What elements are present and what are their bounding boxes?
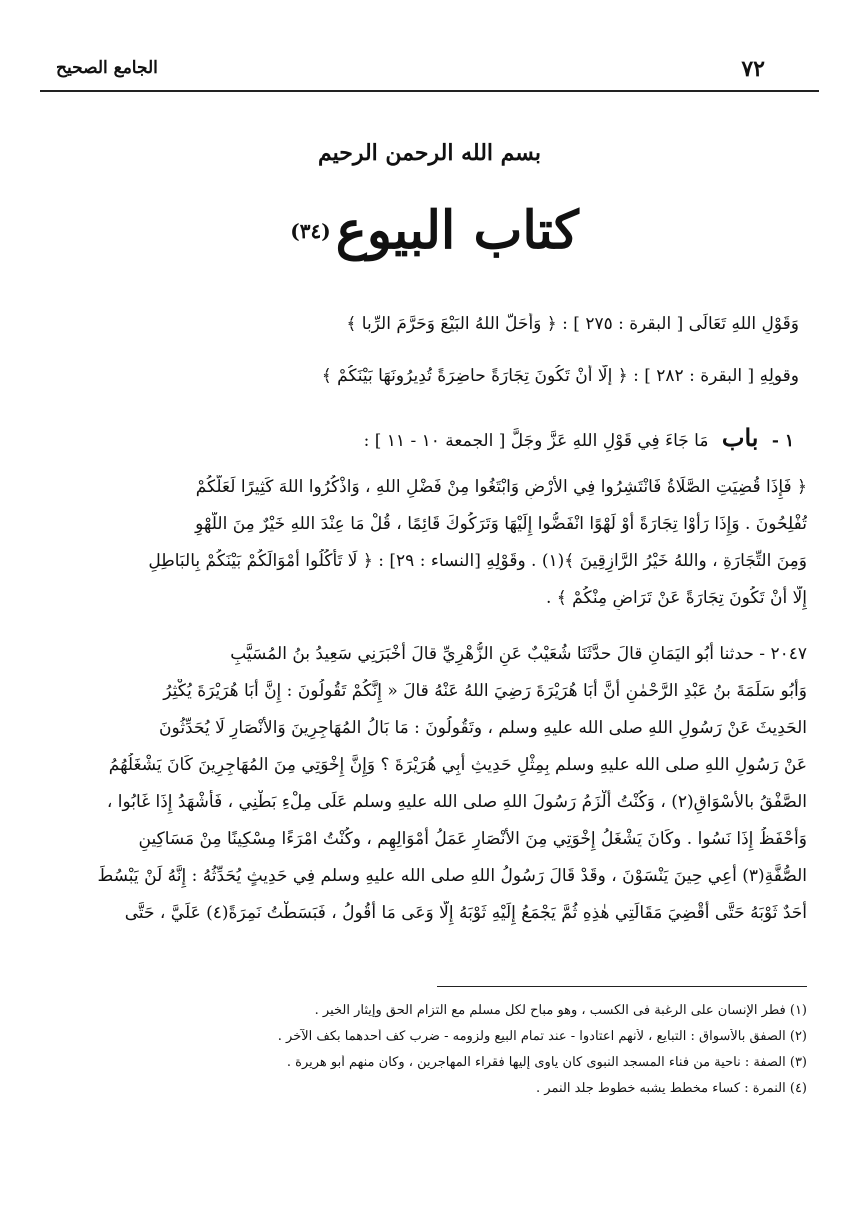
header-rule <box>40 90 819 92</box>
hadith-line: الصَّفْقُ بالأَسْوَاقِ(٢) ، وَكُنْتُ أَلْزَمُ رَسُولَ اللهِ صلى الله عليهِ وسلم عَلَى مِلْءِ بَطْنِي ، فَأَشْهَدُ إِذَا غَابُوا ، <box>106 792 807 812</box>
intro-verse-line: وقولِهِ [ البقرة : ٢٨٢ ] : ﴿ إِلَّا أَنْ تَكُونَ تِجَارَةً حاضِرَةً تُدِيرُونَهَا بَيْنَكُمْ ﴾ <box>321 366 799 386</box>
footnote: (١) فطر الإنسان على الرغبة فى الكسب ، وهو مباح لكل مسلم مع التزام الحق وإيثار الخير . <box>314 1003 807 1018</box>
footnote: (٣) الصفة : ناحية من فناء المسجد النبوى كان يأوى إليها فقراء المهاجرين ، وكان منهم أبو هريرة . <box>286 1055 807 1070</box>
basmala: بسم الله الرحمن الرحيم <box>317 140 542 166</box>
verse-paragraph-line: وَمِنَ التِّجَارَةِ ، واللهُ خَيْرُ الرَّازِقِينَ ﴾(١) . وقَوْلِهِ [النساء : ٢٩] : ﴿ لَا تَأْكُلُوا أَمْوَالَكُمْ بَيْنَكُمْ بِالبَاطِلِ <box>148 551 807 571</box>
footnote-rule <box>437 986 807 987</box>
chapter-number: ١ - <box>771 431 794 451</box>
footnote: (٤) النمرة : كساء مخطط يشبه خطوط جلد النمر . <box>536 1081 807 1096</box>
chapter-bab-word: باب <box>721 423 759 452</box>
hadith-line: وَأَحْفَظُ إِذَا نَسُوا . وكَانَ يَشْغَلُ إِخْوَتِي مِنَ الأَنْصَارِ عَمَلُ أَمْوَالِهِم ، وكُنْتُ امْرَءًا مِسْكِينًا مِنْ مَسَاكِينِ <box>138 829 807 849</box>
running-title: الجامع الصحيح <box>56 58 158 78</box>
book-number: (٣٤) <box>290 218 331 243</box>
page-number: ٧٢ <box>741 56 765 82</box>
hadith-line: وَأَبُو سَلَمَةَ بنُ عَبْدِ الرَّحْمٰنِ أَنَّ أَبَا هُرَيْرَةَ رَضِيَ اللهُ عَنْهُ قالَ « إِنَّكُمْ تَقُولُونَ : إِنَّ أَبَا هُرَيْرَةَ يُكْثِرُ <box>163 681 807 701</box>
hadith-line: ٢٠٤٧ - حدثنا أَبُو اليَمَانِ قالَ حدَّثَنَا شُعَيْبٌ عَنِ الزُّهْرِيِّ قالَ أَخْبَرَنِي سَعِيدُ بنُ المُسَيَّبِ <box>230 644 807 664</box>
chapter-heading <box>60 423 794 452</box>
verse-paragraph-line: ﴿ فَإِذَا قُضِيَتِ الصَّلَاةُ فَانْتَشِرُوا فِي الأَرْضِ وَابْتَغُوا مِنْ فَضْلِ اللهِ ، وَاذْكُرُوا اللهَ كَثِيرًا لَعَلَّكُمْ <box>195 477 807 497</box>
verse-paragraph-line: إِلَّا أَنْ تَكُونَ تِجَارَةً عَنْ تَرَاضٍ مِنْكُمْ ﴾ . <box>545 588 807 608</box>
intro-verse-line: وَقَوْلِ اللهِ تَعَالَى [ البقرة : ٢٧٥ ] : ﴿ وَأَحَلَّ اللهُ البَيْعَ وَحَرَّمَ الرِّبا ﴾ <box>346 314 799 334</box>
hadith-line: عَنْ رَسُولِ اللهِ صلى الله عليهِ وسلم بِمِثْلِ حَدِيثِ أَبِي هُرَيْرَةَ ؟ وَإِنَّ إِخْوَتِي مِنَ المُهَاجِرِينَ كَانَ يَشْغَلُهُمُ <box>108 755 807 775</box>
book-title <box>0 200 859 261</box>
chapter-heading-text: مَا جَاءَ فِي قَوْلِ اللهِ عَزَّ وجَلَّ [ الجمعة ١٠ - ١١ ] : <box>363 431 709 451</box>
book-title-text: كتاب البيوع <box>335 200 579 261</box>
hadith-line: الصُّفَّةِ(٣) أَعِي حِينَ يَنْسَوْنَ ، وقَدْ قَالَ رَسُولُ اللهِ صلى الله عليهِ وسلم فِي حَدِيثٍ يُحَدِّثُهُ : إِنَّهُ لَنْ يَبْسُطَ <box>97 866 807 886</box>
hadith-line: أَحَدٌ ثَوْبَهُ حَتَّى أَقْضِيَ مَقَالَتِي هٰذِهِ ثُمَّ يَجْمَعُ إِلَيْهِ ثَوْبَهُ إِلَّا وَعَى مَا أَقُولُ ، فَبَسَطْتُ نَمِرَةً(٤) عَلَيَّ ، حَتَّى <box>124 903 807 923</box>
hadith-line: الحَدِيثَ عَنْ رَسُولِ اللهِ صلى الله عليهِ وسلم ، وتَقُولُونَ : مَا بَالُ المُهَاجِرِينَ وَالأَنْصَارِ لَا يُحَدِّثُونَ <box>159 718 807 738</box>
page-header <box>40 52 819 88</box>
verse-paragraph-line: تُفْلِحُونَ . وَإِذَا رَأَوْا تِجَارَةً أَوْ لَهْوًا انْفَضُّوا إِلَيْهَا وَتَرَكُوكَ قَائِمًا ، قُلْ مَا عِنْدَ اللهِ خَيْرٌ مِنَ اللَّهْوِ <box>195 514 807 534</box>
footnote: (٢) الصفق بالأسواق : التبايع ، لأنهم اعتادوا - عند تمام البيع ولزومه - ضرب كف أحدهما بكف الآخر . <box>277 1029 807 1044</box>
